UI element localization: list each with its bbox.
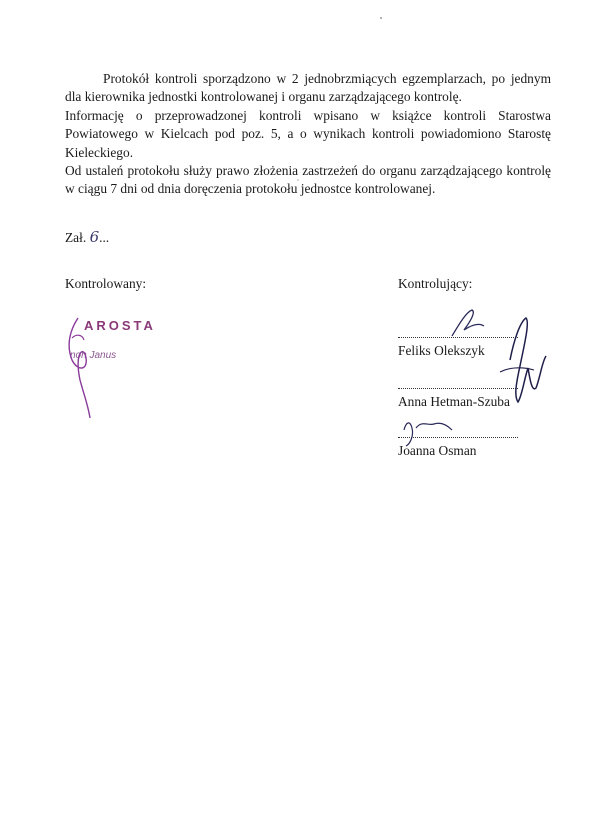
inspector-name-3: Joanna Osman [398,443,477,458]
paragraph-objections: Od ustaleń protokołu służy prawo złożenia zastrzeżeń do organu zarządzającego kontrolę w ciągu 7 dni od dnia doręczenia protokołu jednostce kontrolowanej. [65,163,551,197]
stamp-title: AROSTA [84,318,156,333]
signature-1 [452,310,484,336]
inspectors-label: Kontrolujący: [398,276,473,291]
signature-2 [510,318,546,402]
attachments-dots: ... [99,230,110,245]
inspector-name-2: Anna Hetman-Szuba [398,394,510,409]
attachments-count: 6 [89,228,100,246]
paragraph-copies: Protokół kontroli sporządzono w 2 jednobrzmiących egzemplarzach, po jednym dla kierownika jednostki kontrolowanej i organu zarządzającego kontrolę. [65,71,551,105]
inspector-name-1: Feliks Olekszyk [398,343,485,358]
attachments-label: Zał. [65,230,87,245]
signature-3 [404,423,452,446]
stamp-name: non Janus [70,350,117,361]
inspected-label: Kontrolowany: [65,276,147,291]
stamp-signature [69,318,90,418]
paragraph-logbook: Informację o przeprowadzonej kontroli wpisano w książce kontroli Starostwa Powiatowego w Kielcach pod poz. 5, a o wynikach kontroli powiadomiono Starostę Kieleckiego. [65,107,551,160]
